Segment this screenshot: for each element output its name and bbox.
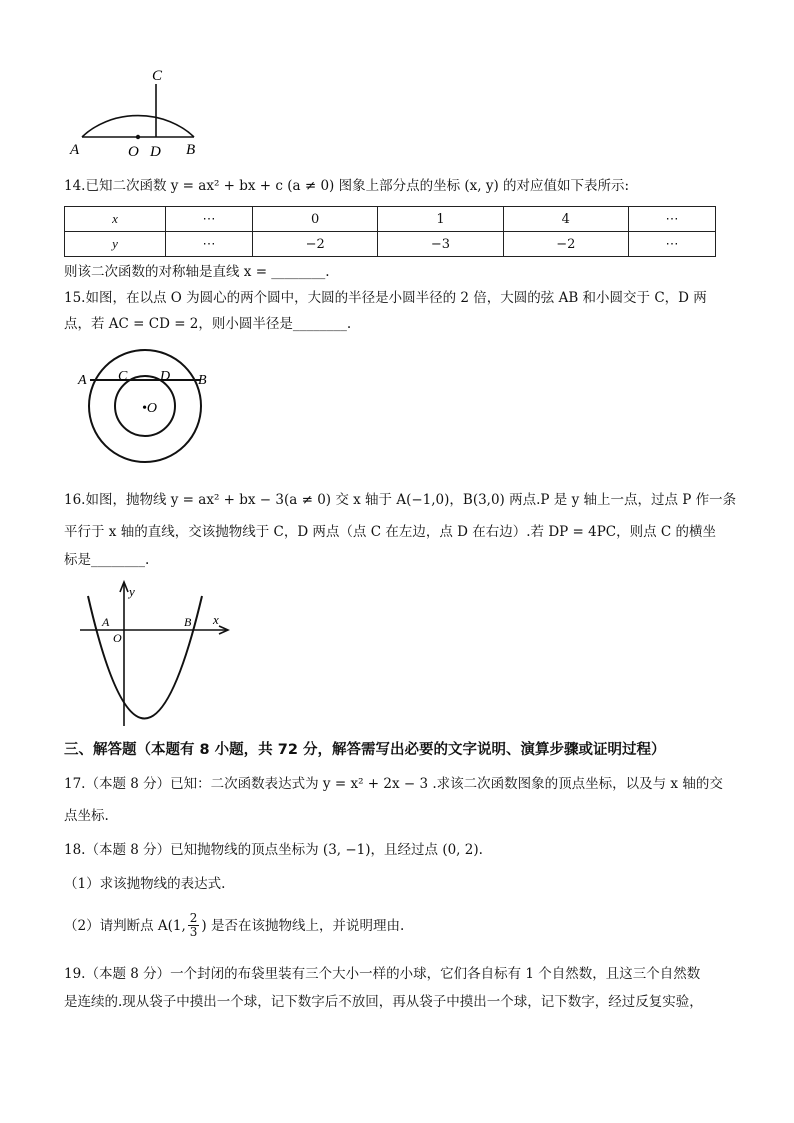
- parabola-figure: [72, 576, 232, 732]
- label-b: B: [184, 615, 192, 629]
- label-y: y: [129, 584, 135, 599]
- label-o: O: [113, 631, 122, 645]
- center-point: [136, 135, 140, 139]
- label-b: B: [198, 373, 207, 388]
- table-row: [65, 207, 716, 232]
- q18-part1: （1）求该抛物线的表达式.: [64, 876, 226, 892]
- q19-line2: 是连续的.现从袋子中摸出一个球，记下数字后不放回，再从袋子中摸出一个球，记下数字，经过反复实验，: [64, 994, 703, 1010]
- q18-part2: [64, 912, 404, 939]
- q14-value-table: [64, 206, 716, 257]
- q19-line1: 19.（本题 8 分）一个封闭的布袋里装有三个大小一样的小球，它们各自标有 1 个自然数，且这三个自然数: [64, 966, 701, 982]
- q18-part2-prefix: （2）请判断点 A(1,: [64, 917, 186, 934]
- fraction-denominator: 3: [189, 925, 198, 939]
- label-c: C: [152, 68, 163, 84]
- label-o: O: [128, 144, 139, 158]
- semicircle-figure: [62, 62, 212, 158]
- concentric-circles-figure: [72, 346, 222, 472]
- label-b: B: [186, 142, 196, 158]
- table-cell: ⋯: [166, 232, 253, 257]
- q16-line2: 平行于 x 轴的直线，交该抛物线于 C，D 两点（点 C 在左边，点 D 在右边）.若 DP = 4PC，则点 C 的横坐: [64, 524, 717, 540]
- q15-line2: 点，若 AC = CD = 2，则小圆半径是________.: [64, 316, 352, 332]
- q14-answer-line: 则该二次函数的对称轴是直线 x = ________.: [64, 264, 330, 280]
- label-d: D: [160, 369, 171, 384]
- fraction-numerator: 2: [189, 911, 198, 925]
- q16-line1: 16.如图，抛物线 y = ax² + bx − 3(a ≠ 0) 交 x 轴于 A(−1,0)，B(3,0) 两点.P 是 y 轴上一点，过点 P 作一条: [64, 492, 737, 508]
- label-c: C: [118, 369, 128, 384]
- table-cell: −2: [503, 232, 628, 257]
- q15-line1: 15.如图，在以点 O 为圆心的两个圆中，大圆的半径是小圆半径的 2 倍，大圆的弦 AB 和小圆交于 C，D 两: [64, 290, 707, 306]
- table-cell: 1: [378, 207, 503, 232]
- q18-line1: 18.（本题 8 分）已知抛物线的顶点坐标为 (3, −1)，且经过点 (0, 2).: [64, 842, 483, 858]
- table-cell: 0: [252, 207, 377, 232]
- fraction: [188, 912, 200, 939]
- table-cell: 4: [503, 207, 628, 232]
- q17-line1: 17.（本题 8 分）已知：二次函数表达式为 y = x² + 2x − 3 .求该二次函数图象的顶点坐标，以及与 x 轴的交: [64, 776, 723, 792]
- q17-line2: 点坐标.: [64, 808, 109, 824]
- q18-part2-suffix: ) 是否在该抛物线上，并说明理由.: [201, 917, 405, 934]
- label-a: A: [78, 373, 87, 388]
- table-cell: ⋯: [628, 207, 715, 232]
- table-cell: −3: [378, 232, 503, 257]
- table-cell: x: [65, 207, 166, 232]
- q16-line3: 标是________.: [64, 552, 150, 568]
- section3-heading: 三、解答题（本题有 8 小题，共 72 分，解答需写出必要的文字说明、演算步骤或证明过程）: [64, 742, 666, 758]
- table-cell: −2: [252, 232, 377, 257]
- table-row: [65, 232, 716, 257]
- table-cell: ⋯: [166, 207, 253, 232]
- table-cell: ⋯: [628, 232, 715, 257]
- label-a: A: [102, 615, 110, 629]
- label-o: •O: [142, 401, 158, 416]
- q14-line1: 14.已知二次函数 y = ax² + bx + c (a ≠ 0) 图象上部分点的坐标 (x, y) 的对应值如下表所示:: [64, 178, 630, 194]
- label-x: x: [213, 612, 219, 627]
- label-d: D: [150, 144, 161, 158]
- label-a: A: [70, 142, 80, 158]
- semicircle-arc: [82, 116, 194, 137]
- table-cell: y: [65, 232, 166, 257]
